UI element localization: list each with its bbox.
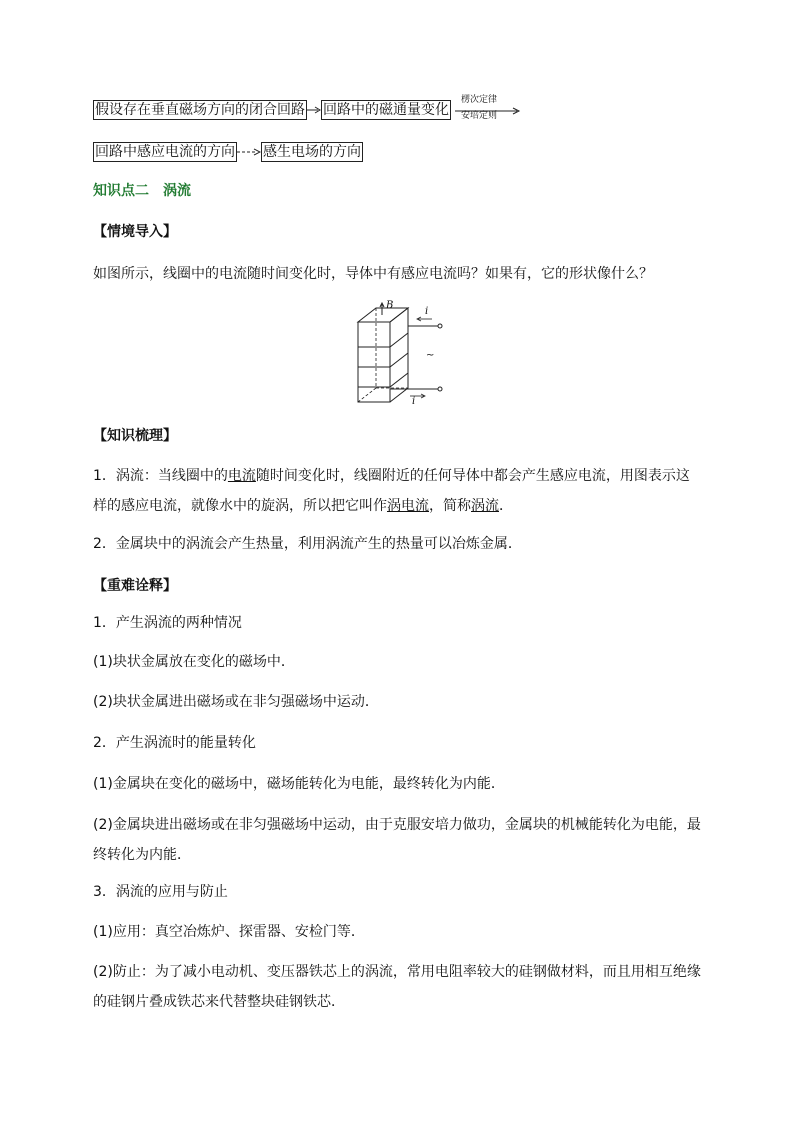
d1-title: 1．产生涡流的两种情况 xyxy=(93,615,242,631)
figure-label-b: B xyxy=(386,300,394,311)
d2-title: 2．产生涡流时的能量转化 xyxy=(93,735,256,751)
knowledge-item-1 xyxy=(93,461,703,521)
rule-bottom-label: 安培定则 xyxy=(461,111,498,121)
k1-text-3: ，简称 xyxy=(429,498,471,514)
flow-line-2 xyxy=(93,142,363,162)
d1-item-b: (2)块状金属进出磁场或在非匀强磁场中运动． xyxy=(93,694,379,710)
difficulty-heading: 【重难诠释】 xyxy=(93,578,177,594)
figure-label-ac: ~ xyxy=(426,350,435,361)
d1-item-a: (1)块状金属放在变化的磁场中． xyxy=(93,654,295,670)
flow1-box-2: 回路中的磁通量变化 xyxy=(323,102,449,118)
flow2-box-2: 感生电场的方向 xyxy=(263,144,361,160)
k1-underline-eddy: 涡流 xyxy=(471,498,499,514)
d2-item-b: (2)金属块进出磁场或在非匀强磁场中运动，由于克服安培力做功，金属块的机械能转化为电能，最终转化为内能． xyxy=(93,817,701,863)
flow-line-1 xyxy=(93,95,521,122)
d3-item-b: (2)防止：为了减小电动机、变压器铁芯上的涡流，常用电阻率较大的硅钢做材料，而且用相互绝缘的硅钢片叠成铁芯来代替整块硅钢铁芯． xyxy=(93,964,701,1010)
k1-text-4: ． xyxy=(499,498,513,514)
k1-text-1: 1．涡流：当线圈中的 xyxy=(93,468,228,484)
d3-title: 3．涡流的应用与防止 xyxy=(93,884,228,900)
knowledge-heading: 【知识梳理】 xyxy=(93,428,177,444)
k1-text-2: 随时间变化时，线圈附近的任何导体中都会产生感应电流，用图表示这样的感应电流，就像水中的旋涡，所以把它叫作 xyxy=(93,468,690,514)
d2-item-a: (1)金属块在变化的磁场中，磁场能转化为电能，最终转化为内能． xyxy=(93,776,505,792)
section2-title: 知识点二 涡流 xyxy=(93,183,191,199)
figure-label-i-bottom: i xyxy=(412,396,416,407)
k1-underline-eddy-current: 涡电流 xyxy=(387,498,429,514)
knowledge-item-2: 2．金属块中的涡流会产生热量，利用涡流产生的热量可以冶炼金属． xyxy=(93,536,522,552)
intro-heading: 【情境导入】 xyxy=(93,224,177,240)
d3-item-a: (1)应用：真空冶炼炉、探雷器、安检门等． xyxy=(93,924,365,940)
figure-label-i-top: i xyxy=(425,306,429,317)
k1-underline-current: 电流 xyxy=(227,468,256,484)
dashed-arrow-right-icon xyxy=(237,148,261,156)
rule-arrow xyxy=(455,95,521,122)
arrow-right-icon xyxy=(307,106,321,114)
intro-text: 如图所示，线圈中的电流随时间变化时，导体中有感应电流吗？如果有，它的形状像什么？ xyxy=(93,266,653,282)
flow2-box-1: 回路中感应电流的方向 xyxy=(95,144,235,160)
rule-top-label: 楞次定律 xyxy=(461,95,498,105)
coil-conductor-figure xyxy=(350,302,450,408)
flow1-box-1: 假设存在垂直磁场方向的闭合回路 xyxy=(95,102,305,118)
